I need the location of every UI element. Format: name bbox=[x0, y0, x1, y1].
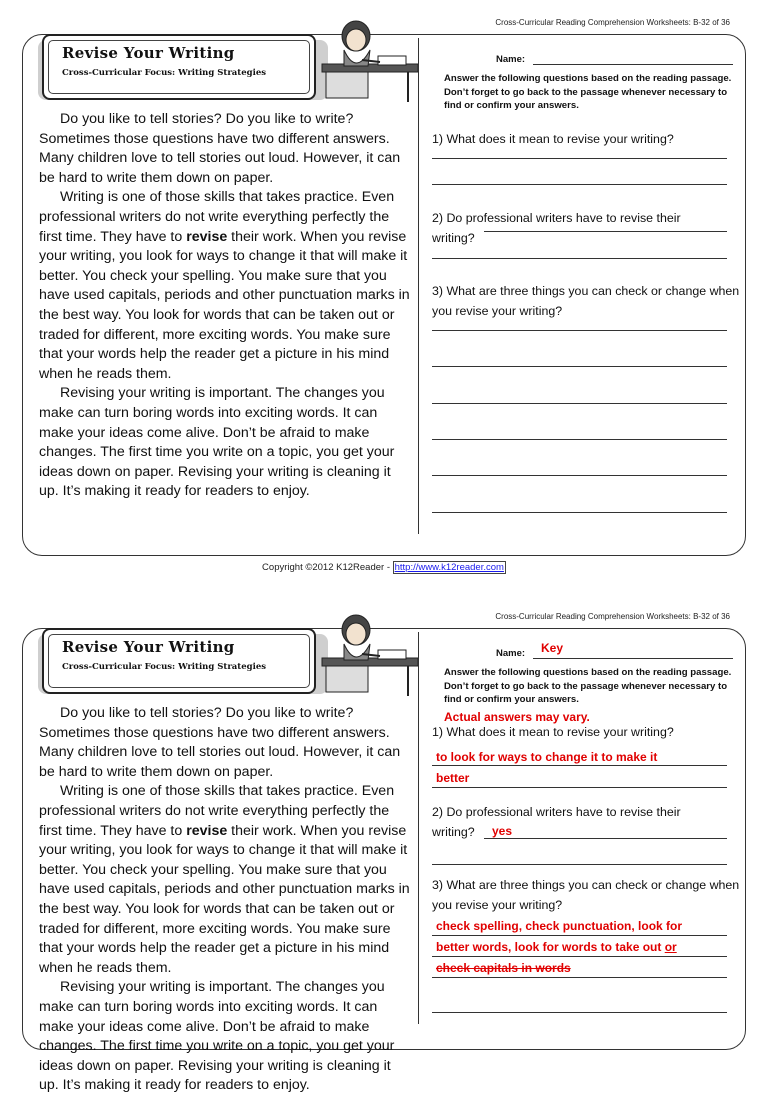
question-2: 2) Do professional writers have to revise their writing? bbox=[432, 805, 681, 839]
answer-line-3e[interactable] bbox=[432, 475, 727, 476]
passage-paragraph-3: Revising your writing is important. The changes you make can turn boring words into exciting words. It can make your ideas come alive. Don’t be afraid to make changes. The first time you write on a topic, you get your ideas down on paper. Revising your writing is cleaning it up. It’s making it ready for readers to enjoy. bbox=[39, 979, 395, 1094]
answer-line-3a[interactable] bbox=[432, 935, 727, 936]
answer-line-2a[interactable] bbox=[484, 231, 727, 232]
answer-line-3d[interactable] bbox=[432, 1012, 727, 1013]
question-1: 1) What does it mean to revise your writing? bbox=[432, 725, 674, 739]
passage-paragraph-1: Do you like to tell stories? Do you like to write? Sometimes those questions have two different answers. Many children love to tell stories out loud. However, it can be hard to write them down on paper. bbox=[39, 111, 401, 186]
answer-1-line-2: better bbox=[436, 771, 470, 785]
reading-passage bbox=[39, 704, 411, 1096]
student-writing-illustration bbox=[318, 16, 418, 106]
reading-passage bbox=[39, 110, 411, 502]
question-3: 3) What are three things you can check or change when you revise your writing? bbox=[432, 284, 740, 318]
answer-line-1b[interactable] bbox=[432, 787, 727, 788]
answer-line-1a[interactable] bbox=[432, 765, 727, 766]
answer-line-3c[interactable] bbox=[432, 977, 727, 978]
k12reader-link[interactable]: http://www.k12reader.com bbox=[394, 562, 504, 573]
passage-paragraph-3: Revising your writing is important. The changes you make can turn boring words into exciting words. It can make your ideas come alive. Don’t be afraid to make changes. The first time you write on a topic, you get your ideas down on paper. Revising your writing is cleaning it up. It’s making it ready for readers to enjoy. bbox=[39, 385, 395, 500]
answer-line-3d[interactable] bbox=[432, 439, 727, 440]
passage-paragraph-2: Writing is one of those skills that takes practice. Even professional writers do not write everything perfectly the first time. They have to revise their work. When you revise your writing, you look for ways to change it that will make it better. You check your spelling. You make sure that you have used capitals, periods and other punctuation marks in the best way. You look for words that can be taken out or traded for different, more exciting words. You make sure that your words help the reader get a picture in his mind when he reads them. bbox=[39, 189, 410, 382]
answer-line-1a[interactable] bbox=[432, 158, 727, 159]
instructions: Answer the following questions based on the reading passage. Don’t forget to go back to the passage whenever necessary to find or confirm your answers. bbox=[444, 73, 732, 111]
header-text: Cross-Curricular Reading Comprehension Worksheets: B-32 of 36 bbox=[495, 18, 730, 27]
question-3: 3) What are three things you can check or change when you revise your writing? bbox=[432, 878, 740, 912]
worksheet-title: Revise Your Writing bbox=[62, 44, 235, 62]
column-divider bbox=[418, 38, 419, 534]
worksheet-subtitle: Cross-Curricular Focus: Writing Strategies bbox=[62, 662, 267, 672]
passage-paragraph-2: Writing is one of those skills that takes practice. Even professional writers do not write everything perfectly the first time. They have to revise their work. When you revise your writing, you look for ways to change it that will make it better. You check your spelling. You make sure that you have used capitals, periods and other punctuation marks in the best way. You look for words that can be taken out or traded for different, more exciting words. You make sure that your words help the reader get a picture in his mind when he reads them. bbox=[39, 783, 410, 976]
answer-line-3b[interactable] bbox=[432, 366, 727, 367]
column-divider bbox=[418, 632, 419, 1024]
answer-line-2b[interactable] bbox=[432, 864, 727, 865]
answer-2: yes bbox=[492, 824, 513, 838]
student-writing-illustration bbox=[318, 610, 418, 700]
answer-line-3f[interactable] bbox=[432, 512, 727, 513]
title-box bbox=[42, 34, 316, 100]
answer-line-3a[interactable] bbox=[432, 330, 727, 331]
name-value: Key bbox=[541, 641, 564, 655]
copyright: Copyright ©2012 K12Reader - http://www.k12reader.com bbox=[262, 562, 504, 573]
title-box bbox=[42, 628, 316, 694]
answers-vary-note: Actual answers may vary. bbox=[444, 710, 590, 724]
name-field[interactable] bbox=[533, 52, 733, 65]
worksheet-subtitle: Cross-Curricular Focus: Writing Strategies bbox=[62, 68, 267, 78]
answer-line-3c[interactable] bbox=[432, 403, 727, 404]
instructions: Answer the following questions based on the reading passage. Don’t forget to go back to the passage whenever necessary to find or confirm your answers. bbox=[444, 667, 732, 705]
header-text: Cross-Curricular Reading Comprehension Worksheets: B-32 of 36 bbox=[495, 612, 730, 621]
name-label: Name: bbox=[496, 54, 526, 65]
answer-1-line-1: to look for ways to change it to make it bbox=[436, 750, 658, 764]
passage-paragraph-1: Do you like to tell stories? Do you like to write? Sometimes those questions have two different answers. Many children love to tell stories out loud. However, it can be hard to write them down on paper. bbox=[39, 705, 401, 780]
worksheet-title: Revise Your Writing bbox=[62, 638, 235, 656]
answer-line-3b[interactable] bbox=[432, 956, 727, 957]
question-2: 2) Do professional writers have to revise their writing? bbox=[432, 211, 681, 245]
answer-3-line-1: check spelling, check punctuation, look for bbox=[436, 919, 683, 933]
answer-line-2a[interactable] bbox=[484, 838, 727, 839]
answer-3-line-2: better words, look for words to take out or bbox=[436, 940, 677, 954]
answer-3-line-3: check capitals in words bbox=[436, 961, 571, 975]
answer-line-1b[interactable] bbox=[432, 184, 727, 185]
answer-line-2b[interactable] bbox=[432, 258, 727, 259]
name-label: Name: bbox=[496, 648, 526, 659]
question-1: 1) What does it mean to revise your writing? bbox=[432, 132, 674, 146]
